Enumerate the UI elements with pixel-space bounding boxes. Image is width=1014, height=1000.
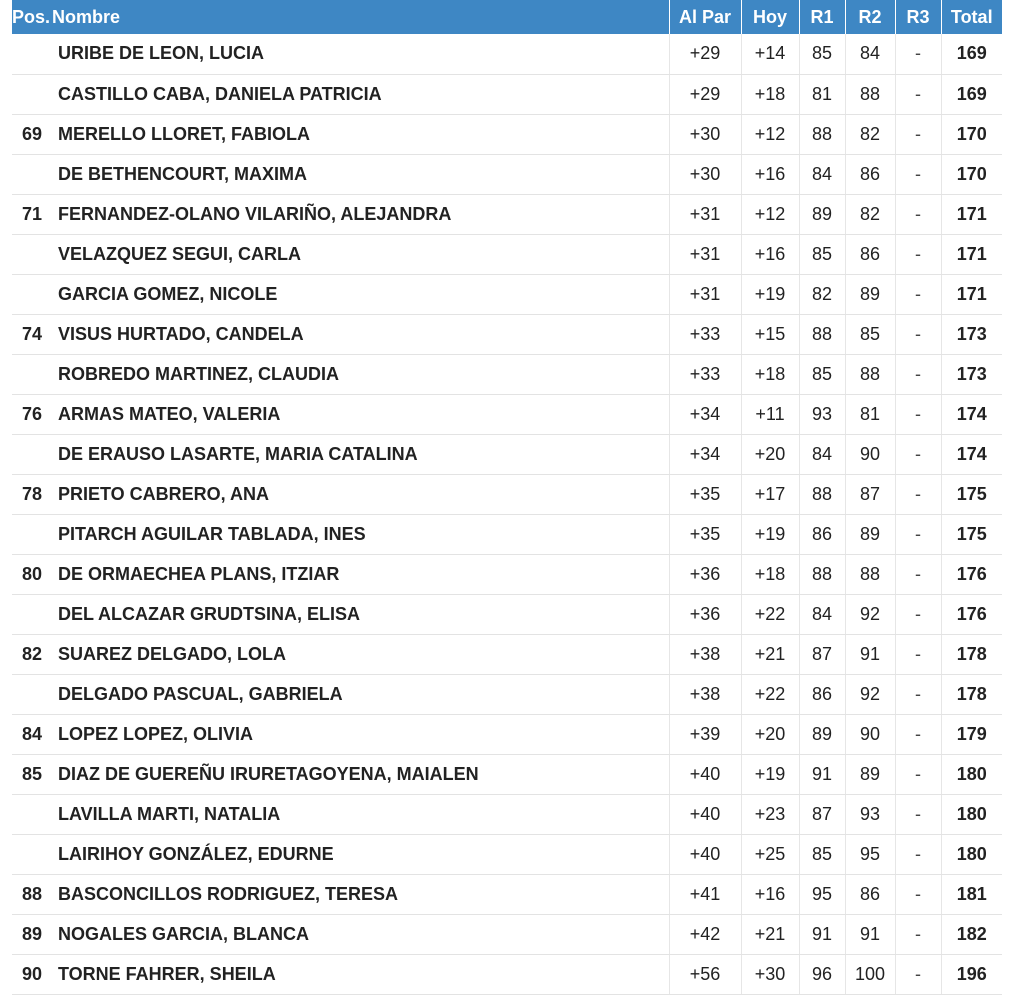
cell-player-name: ROBREDO MARTINEZ, CLAUDIA [52,354,669,394]
cell-al-par: +35 [669,474,741,514]
table-row[interactable] [12,554,1002,594]
cell-r2: 86 [845,874,895,914]
cell-r1: 85 [799,34,845,74]
cell-pos: 69 [12,114,52,154]
cell-player-name: BASCONCILLOS RODRIGUEZ, TERESA [52,874,669,914]
cell-pos: 80 [12,554,52,594]
table-row[interactable] [12,154,1002,194]
cell-r1: 89 [799,714,845,754]
cell-player-name: MERELLO LLORET, FABIOLA [52,114,669,154]
cell-hoy: +19 [741,754,799,794]
cell-hoy: +21 [741,634,799,674]
cell-r3: - [895,754,941,794]
cell-r3: - [895,434,941,474]
cell-r2: 86 [845,154,895,194]
cell-pos: 84 [12,714,52,754]
cell-hoy: +12 [741,114,799,154]
cell-player-name: FERNANDEZ-OLANO VILARIÑO, ALEJANDRA [52,194,669,234]
cell-pos: 90 [12,954,52,994]
cell-total: 178 [941,674,1002,714]
cell-r1: 88 [799,114,845,154]
cell-pos [12,834,52,874]
cell-al-par: +39 [669,714,741,754]
cell-r2: 92 [845,674,895,714]
cell-r3: - [895,154,941,194]
cell-hoy: +30 [741,954,799,994]
cell-player-name: LAVILLA MARTI, NATALIA [52,794,669,834]
cell-r2: 86 [845,234,895,274]
header-al-par[interactable]: Al Par [669,0,741,34]
cell-r3: - [895,394,941,434]
cell-player-name: GARCIA GOMEZ, NICOLE [52,274,669,314]
header-r1[interactable]: R1 [799,0,845,34]
cell-total: 180 [941,754,1002,794]
cell-r3: - [895,954,941,994]
table-row[interactable] [12,234,1002,274]
cell-player-name: PRIETO CABRERO, ANA [52,474,669,514]
cell-r2: 93 [845,794,895,834]
cell-r1: 84 [799,594,845,634]
cell-r1: 91 [799,914,845,954]
cell-total: 173 [941,354,1002,394]
cell-r2: 89 [845,274,895,314]
cell-r3: - [895,34,941,74]
cell-al-par: +34 [669,394,741,434]
cell-r3: - [895,314,941,354]
header-hoy[interactable]: Hoy [741,0,799,34]
cell-al-par: +40 [669,834,741,874]
cell-r1: 96 [799,954,845,994]
cell-r2: 81 [845,394,895,434]
table-row[interactable] [12,354,1002,394]
cell-r1: 88 [799,474,845,514]
cell-pos [12,354,52,394]
cell-al-par: +38 [669,634,741,674]
cell-total: 170 [941,114,1002,154]
cell-al-par: +31 [669,194,741,234]
cell-al-par: +42 [669,914,741,954]
cell-al-par: +56 [669,954,741,994]
cell-r1: 85 [799,834,845,874]
cell-hoy: +12 [741,194,799,234]
cell-r1: 85 [799,234,845,274]
cell-r2: 95 [845,834,895,874]
cell-player-name: DE ORMAECHEA PLANS, ITZIAR [52,554,669,594]
table-row[interactable] [12,114,1002,154]
cell-r1: 82 [799,274,845,314]
cell-player-name: VELAZQUEZ SEGUI, CARLA [52,234,669,274]
cell-al-par: +30 [669,114,741,154]
table-header [12,0,1002,34]
cell-r2: 84 [845,34,895,74]
cell-pos [12,594,52,634]
cell-total: 181 [941,874,1002,914]
cell-r3: - [895,714,941,754]
cell-pos: 74 [12,314,52,354]
header-r3[interactable]: R3 [895,0,941,34]
cell-total: 171 [941,194,1002,234]
cell-r1: 81 [799,74,845,114]
cell-hoy: +11 [741,394,799,434]
cell-total: 171 [941,234,1002,274]
cell-r3: - [895,74,941,114]
table-row[interactable] [12,594,1002,634]
cell-hoy: +20 [741,434,799,474]
cell-r2: 82 [845,194,895,234]
cell-hoy: +15 [741,314,799,354]
cell-pos [12,514,52,554]
table-row[interactable] [12,834,1002,874]
header-nombre[interactable]: Nombre [52,0,669,34]
cell-player-name: TORNE FAHRER, SHEILA [52,954,669,994]
cell-r2: 89 [845,754,895,794]
cell-hoy: +25 [741,834,799,874]
cell-r2: 90 [845,714,895,754]
cell-r3: - [895,914,941,954]
cell-r1: 87 [799,794,845,834]
cell-total: 176 [941,554,1002,594]
cell-hoy: +18 [741,354,799,394]
cell-r3: - [895,634,941,674]
cell-r3: - [895,474,941,514]
cell-total: 180 [941,794,1002,834]
cell-al-par: +40 [669,794,741,834]
cell-al-par: +36 [669,554,741,594]
cell-r3: - [895,114,941,154]
cell-r1: 87 [799,634,845,674]
cell-r3: - [895,234,941,274]
cell-hoy: +20 [741,714,799,754]
table-row[interactable] [12,274,1002,314]
cell-pos: 71 [12,194,52,234]
cell-player-name: VISUS HURTADO, CANDELA [52,314,669,354]
cell-hoy: +14 [741,34,799,74]
cell-r2: 90 [845,434,895,474]
cell-r2: 82 [845,114,895,154]
cell-r3: - [895,514,941,554]
cell-pos [12,274,52,314]
cell-total: 169 [941,34,1002,74]
table-row[interactable] [12,394,1002,434]
cell-total: 170 [941,154,1002,194]
cell-al-par: +35 [669,514,741,554]
cell-al-par: +33 [669,354,741,394]
cell-r2: 88 [845,554,895,594]
cell-al-par: +31 [669,234,741,274]
cell-hoy: +19 [741,514,799,554]
cell-r1: 84 [799,154,845,194]
cell-r2: 100 [845,954,895,994]
cell-total: 175 [941,514,1002,554]
cell-al-par: +31 [669,274,741,314]
table-row[interactable] [12,314,1002,354]
cell-player-name: NOGALES GARCIA, BLANCA [52,914,669,954]
cell-pos [12,434,52,474]
cell-r3: - [895,674,941,714]
cell-pos [12,74,52,114]
table-row[interactable] [12,474,1002,514]
cell-pos: 88 [12,874,52,914]
cell-r1: 86 [799,674,845,714]
cell-player-name: LOPEZ LOPEZ, OLIVIA [52,714,669,754]
table-row[interactable] [12,874,1002,914]
cell-r3: - [895,794,941,834]
table-row[interactable] [12,434,1002,474]
cell-total: 178 [941,634,1002,674]
cell-r2: 92 [845,594,895,634]
cell-hoy: +21 [741,914,799,954]
cell-r1: 86 [799,514,845,554]
cell-al-par: +41 [669,874,741,914]
table-body [12,34,1002,994]
cell-player-name: DIAZ DE GUEREÑU IRURETAGOYENA, MAIALEN [52,754,669,794]
cell-pos: 85 [12,754,52,794]
cell-pos [12,234,52,274]
cell-r3: - [895,874,941,914]
cell-pos: 89 [12,914,52,954]
cell-hoy: +23 [741,794,799,834]
cell-pos [12,34,52,74]
cell-r3: - [895,594,941,634]
cell-r1: 84 [799,434,845,474]
table-row[interactable] [12,194,1002,234]
cell-total: 179 [941,714,1002,754]
cell-al-par: +33 [669,314,741,354]
cell-r1: 85 [799,354,845,394]
leaderboard [12,0,1002,995]
table-row[interactable] [12,754,1002,794]
cell-total: 175 [941,474,1002,514]
table-row[interactable] [12,74,1002,114]
cell-player-name: DEL ALCAZAR GRUDTSINA, ELISA [52,594,669,634]
cell-total: 182 [941,914,1002,954]
table-row[interactable] [12,634,1002,674]
cell-total: 171 [941,274,1002,314]
cell-hoy: +19 [741,274,799,314]
header-pos[interactable]: Pos. [12,6,51,27]
cell-pos: 76 [12,394,52,434]
cell-player-name: URIBE DE LEON, LUCIA [52,34,669,74]
cell-r1: 88 [799,554,845,594]
cell-r3: - [895,834,941,874]
cell-total: 174 [941,394,1002,434]
cell-hoy: +17 [741,474,799,514]
cell-al-par: +38 [669,674,741,714]
cell-pos: 78 [12,474,52,514]
cell-player-name: PITARCH AGUILAR TABLADA, INES [52,514,669,554]
table-row[interactable] [12,674,1002,714]
cell-player-name: DE BETHENCOURT, MAXIMA [52,154,669,194]
table-row[interactable] [12,794,1002,834]
table-row[interactable] [12,914,1002,954]
cell-r2: 88 [845,354,895,394]
cell-hoy: +22 [741,594,799,634]
cell-hoy: +18 [741,554,799,594]
table-row[interactable] [12,714,1002,754]
cell-r1: 88 [799,314,845,354]
cell-hoy: +18 [741,74,799,114]
cell-pos [12,674,52,714]
cell-total: 196 [941,954,1002,994]
cell-hoy: +22 [741,674,799,714]
cell-r2: 91 [845,914,895,954]
cell-player-name: DELGADO PASCUAL, GABRIELA [52,674,669,714]
cell-hoy: +16 [741,874,799,914]
cell-al-par: +40 [669,754,741,794]
cell-player-name: ARMAS MATEO, VALERIA [52,394,669,434]
cell-al-par: +30 [669,154,741,194]
cell-r1: 95 [799,874,845,914]
cell-total: 180 [941,834,1002,874]
cell-r3: - [895,554,941,594]
cell-pos [12,794,52,834]
cell-pos: 82 [12,634,52,674]
cell-player-name: LAIRIHOY GONZÁLEZ, EDURNE [52,834,669,874]
cell-r2: 85 [845,314,895,354]
header-r2[interactable]: R2 [845,0,895,34]
cell-al-par: +29 [669,74,741,114]
cell-r1: 93 [799,394,845,434]
cell-r2: 89 [845,514,895,554]
cell-hoy: +16 [741,154,799,194]
header-row [12,0,1002,34]
cell-r2: 91 [845,634,895,674]
cell-r3: - [895,274,941,314]
cell-total: 169 [941,74,1002,114]
cell-r1: 91 [799,754,845,794]
cell-pos [12,154,52,194]
cell-al-par: +36 [669,594,741,634]
cell-total: 176 [941,594,1002,634]
table-row[interactable] [12,34,1002,74]
header-total[interactable]: Total [950,6,993,27]
cell-total: 173 [941,314,1002,354]
cell-r2: 88 [845,74,895,114]
table-row[interactable] [12,954,1002,994]
cell-al-par: +29 [669,34,741,74]
cell-r3: - [895,354,941,394]
cell-player-name: DE ERAUSO LASARTE, MARIA CATALINA [52,434,669,474]
cell-hoy: +16 [741,234,799,274]
cell-r3: - [895,194,941,234]
leaderboard-table [12,0,1002,995]
table-row[interactable] [12,514,1002,554]
cell-player-name: CASTILLO CABA, DANIELA PATRICIA [52,74,669,114]
cell-r2: 87 [845,474,895,514]
cell-al-par: +34 [669,434,741,474]
cell-player-name: SUAREZ DELGADO, LOLA [52,634,669,674]
cell-r1: 89 [799,194,845,234]
cell-total: 174 [941,434,1002,474]
